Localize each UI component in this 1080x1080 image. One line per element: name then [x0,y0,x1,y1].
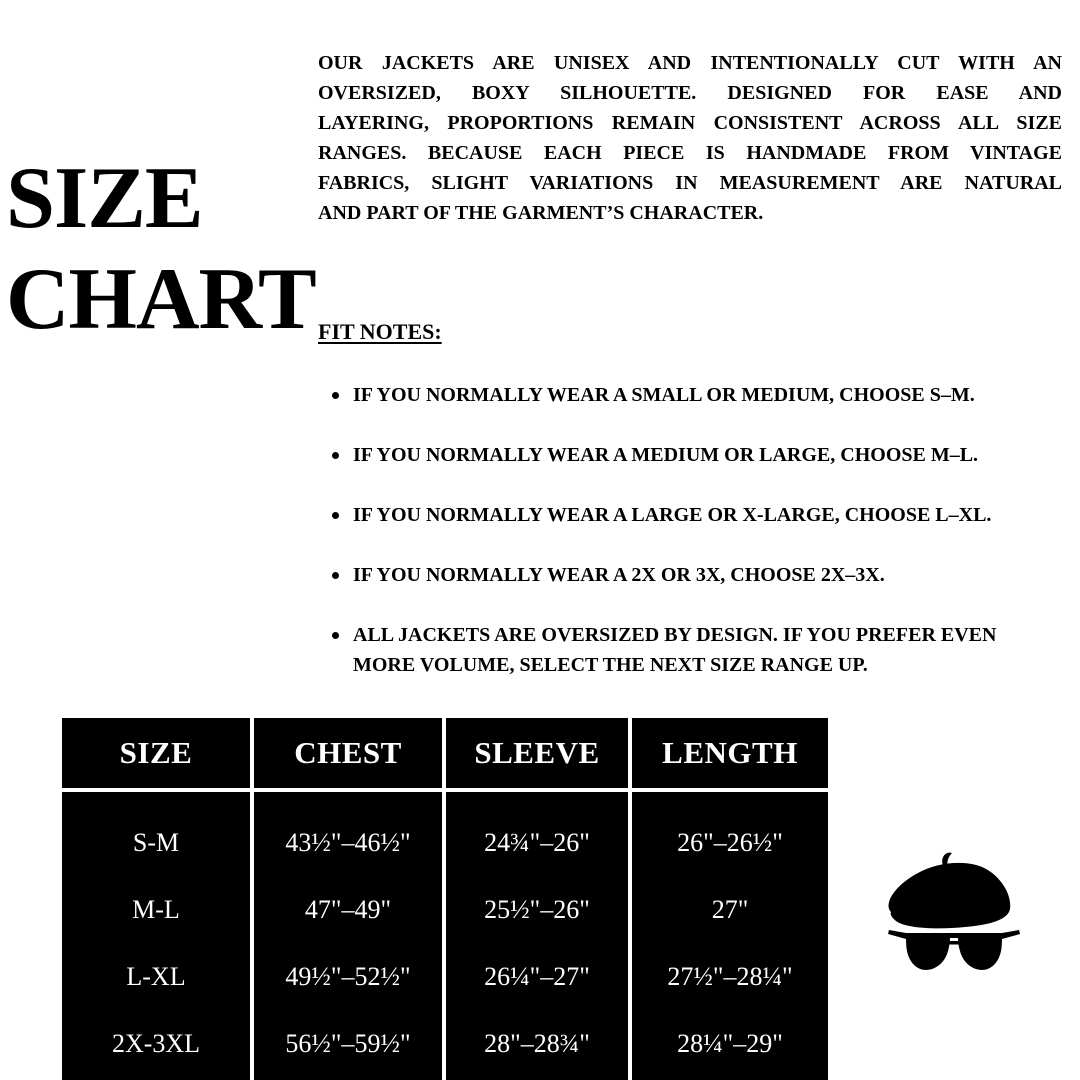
size-table-body [62,790,828,1080]
table-row [62,943,828,1010]
table-row [62,790,828,876]
intro-line: OUR JACKETS ARE UNISEX AND INTENTIONALLY CUT WITH AN [318,52,1062,74]
cell-sleeve: 28"–28¾" [444,1010,630,1080]
bullet-icon [332,512,339,519]
list-item-text: ALL JACKETS ARE OVERSIZED BY DESIGN. IF YOU PREFER EVEN MORE VOLUME, SELECT THE NEXT SIZE RANGE UP. [353,624,997,676]
table-header-row [62,718,828,790]
list-item-text: IF YOU NORMALLY WEAR A MEDIUM OR LARGE, CHOOSE M–L. [353,444,979,466]
page-title-line2: CHART [6,251,316,348]
page-title-line1: SIZE [6,150,203,247]
cell-size: L-XL [62,943,252,1010]
column-header-size: SIZE [62,718,252,790]
fit-notes-list [332,380,1044,710]
cell-size: S-M [62,790,252,876]
list-item-text: IF YOU NORMALLY WEAR A SMALL OR MEDIUM, CHOOSE S–M. [353,384,975,406]
cell-chest: 56½"–59½" [252,1010,444,1080]
intro-line: FABRICS, SLIGHT VARIATIONS IN MEASUREMENT ARE NATURAL [318,172,1062,194]
column-header-sleeve: SLEEVE [444,718,630,790]
bullet-icon [332,632,339,639]
list-item [332,620,1044,680]
cell-sleeve: 24¾"–26" [444,790,630,876]
list-item [332,560,1044,590]
intro-line: LAYERING, PROPORTIONS REMAIN CONSISTENT ACROSS ALL SIZE [318,112,1062,134]
cell-sleeve: 25½"–26" [444,876,630,943]
column-header-chest: CHEST [252,718,444,790]
beret-and-sunglasses-icon [873,850,1023,976]
bullet-icon [332,452,339,459]
cell-length: 26"–26½" [677,827,783,857]
table-row [62,876,828,943]
list-item-text: IF YOU NORMALLY WEAR A LARGE OR X-LARGE, CHOOSE L–XL. [353,504,992,526]
list-item [332,500,1044,530]
cell-chest: 49½"–52½" [252,943,444,1010]
intro-line: OVERSIZED, BOXY SILHOUETTE. DESIGNED FOR EASE AND [318,82,1062,104]
size-table [62,718,828,1080]
intro-paragraph [318,48,1062,228]
list-item [332,380,1044,410]
table-row [62,1010,828,1080]
intro-line: RANGES. BECAUSE EACH PIECE IS HANDMADE FROM VINTAGE [318,142,1062,164]
list-item [332,440,1044,470]
column-header-length: LENGTH [630,718,828,790]
cell-chest: 47"–49" [252,876,444,943]
cell-size: 2X-3XL [62,1010,252,1080]
cell-length: 28¼"–29" [677,1028,783,1058]
cell-chest: 43½"–46½" [252,790,444,876]
cell-sleeve: 26¼"–27" [444,943,630,1010]
list-item-text: IF YOU NORMALLY WEAR A 2X OR 3X, CHOOSE 2X–3X. [353,564,885,586]
size-table-header [62,718,828,790]
cell-length: 27½"–28¼" [667,961,793,991]
page-title [6,148,316,350]
intro-line: AND PART OF THE GARMENT’S CHARACTER. [318,202,764,224]
fit-notes-heading: FIT NOTES: [318,319,442,344]
bullet-icon [332,392,339,399]
cell-size: M-L [62,876,252,943]
cell-length: 27" [711,894,749,924]
bullet-icon [332,572,339,579]
